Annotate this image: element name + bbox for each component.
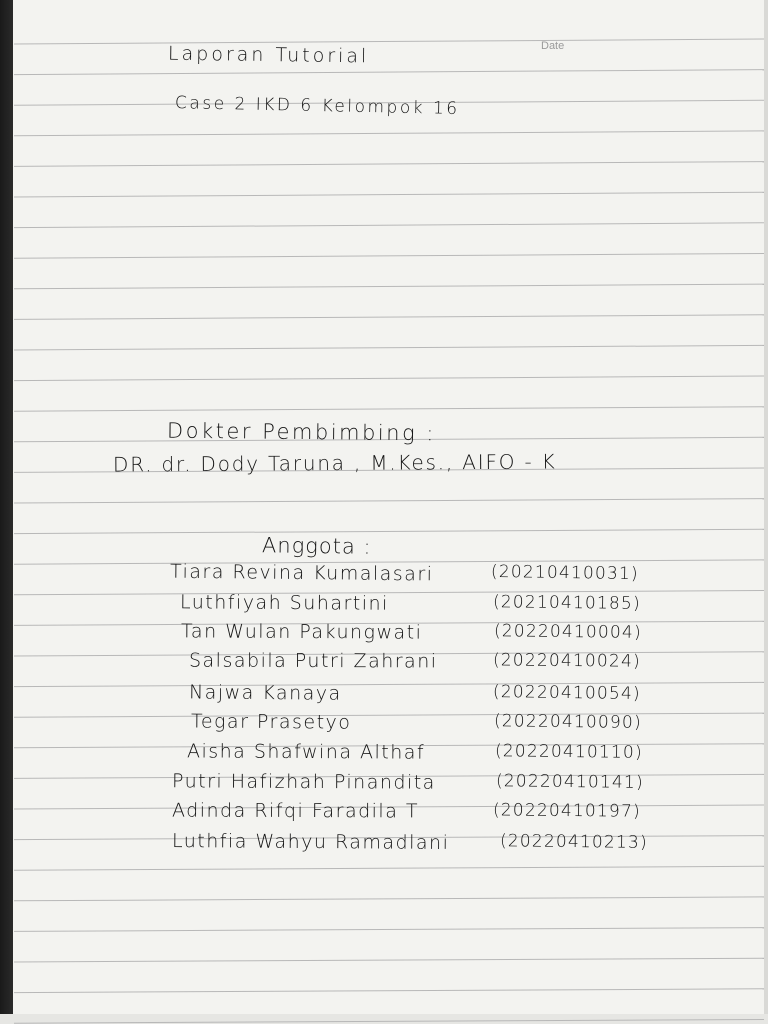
- advisor-name: DR. dr. Dody Taruna , M.Kes., AIFO - K: [112, 449, 557, 477]
- ruled-line: [14, 958, 764, 962]
- member-name: Luthfiyah Suhartini: [179, 591, 389, 615]
- member-student-number: (20220410090): [493, 711, 642, 733]
- ruled-line: [14, 928, 764, 932]
- ruled-line: [14, 345, 764, 350]
- ruled-line: [14, 223, 764, 228]
- member-name: Adinda Rifqi Faradila T: [171, 799, 420, 823]
- ruled-line: [14, 376, 764, 381]
- member-name: Aisha Shafwina Althaf: [186, 740, 426, 764]
- ruled-line: [14, 529, 764, 533]
- ruled-line: [14, 70, 764, 75]
- ruled-line: [14, 131, 764, 136]
- member-student-number: (20210410031): [490, 561, 639, 585]
- ruled-line: [14, 989, 764, 993]
- ruled-line: [14, 866, 764, 870]
- report-title: Laporan Tutorial: [167, 42, 370, 68]
- ruled-line: [14, 315, 764, 320]
- member-student-number: (20220410141): [495, 771, 644, 793]
- member-student-number: (20220410110): [494, 741, 643, 763]
- member-student-number: (20220410197): [492, 800, 641, 822]
- member-name: Tiara Revina Kumalasari: [169, 560, 434, 586]
- member-name: Najwa Kanaya: [188, 681, 342, 705]
- member-name: Salsabila Putri Zahrani: [188, 649, 438, 673]
- ruled-line: [14, 897, 764, 901]
- member-name: Tegar Prasetyo: [190, 710, 352, 734]
- ruled-line: [14, 407, 764, 412]
- ruled-line: [14, 682, 764, 686]
- member-student-number: (20220410213): [499, 831, 648, 853]
- member-student-number: (20210410185): [492, 592, 641, 614]
- ruled-line: [14, 39, 764, 44]
- case-subtitle: Case 2 IKD 6 Kelompok 16: [174, 93, 460, 119]
- member-student-number: (20220410024): [492, 650, 641, 672]
- ruled-line: [14, 254, 764, 259]
- ruled-line: [14, 284, 764, 289]
- ruled-line: [14, 713, 764, 717]
- member-name: Tan Wulan Pakungwati: [180, 620, 423, 644]
- date-label: Date: [541, 40, 565, 52]
- ruled-line: [14, 499, 764, 503]
- ruled-line: [14, 192, 764, 197]
- member-student-number: (20220410054): [492, 681, 641, 705]
- member-name: Luthfia Wahyu Ramadlani: [171, 830, 450, 854]
- ruled-line: [14, 591, 764, 595]
- ruled-line: [14, 1020, 764, 1024]
- advisor-heading: Dokter Pembimbing :: [166, 418, 437, 446]
- ruled-line: [14, 162, 764, 167]
- members-heading: Anggota :: [261, 533, 372, 559]
- member-name: Putri Hafizhah Pinandita: [171, 770, 436, 794]
- member-student-number: (20220410004): [493, 621, 642, 643]
